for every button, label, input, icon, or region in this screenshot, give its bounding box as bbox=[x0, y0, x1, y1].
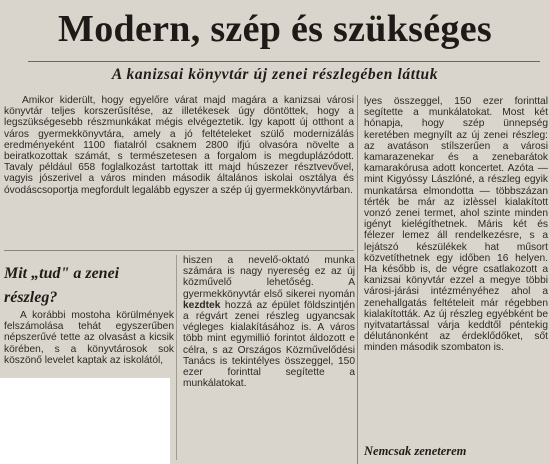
middle-column-text bbox=[183, 255, 355, 389]
headline: Modern, szép és szükséges bbox=[58, 8, 492, 50]
headline-rule bbox=[28, 61, 540, 62]
left-column-text: A korábbi mostoha körülmények felszámolása tehát egyszerűben népszerűvé tette az olvasást a kicsik körében, s a könyvtárosok sok köszönő levelet kaptak az iskolától, bbox=[4, 310, 174, 366]
section-rule bbox=[4, 250, 354, 251]
lead-paragraph bbox=[4, 95, 354, 245]
right-column bbox=[364, 96, 548, 464]
subheadline: A kanizsai könyvtár új zenei részlegében láttuk bbox=[111, 66, 439, 83]
left-column-body bbox=[4, 310, 174, 388]
gutter-rule bbox=[176, 255, 177, 460]
right-column-text: lyes összeggel, 150 ezer forinttal segítette a munkálatokat. Most két hónapja, hogy szép ünnepség keretében megnyílt az új zenei részleg: az avatáson stílszerűen a városi kamarazenekar és a zenebarátok kamarakórusa adott koncertet. Azóta — mint Kigyóssy Lászlóné, a részleg egyik munkatársa elmondotta — többszázan térték be már az izlèssel kialakított vonzó zenei termet, ahol szinte minden igényt kielégíthetnek. Máris két és félezer lemez áll rendelkezésre, s a lejátszó készülékek hat műsort közvetíthetnek egy időben 16 helyen. Ha később is, de végre csatlakozott a kanizsai könyvtár ezzel a megye többi városi-járási intézményéhez ahol a zenehallgatás feltételeit már régebben kialakították. Az új részleg egyébként be nyitvatartással várja keddtől péntekig délutánonként az érdeklődőket, sőt minden második szombaton is. bbox=[364, 96, 548, 354]
middle-bold-word: kezdtek bbox=[183, 299, 221, 311]
blank-area bbox=[0, 378, 170, 464]
right-subheading: Nemcsak zeneterem bbox=[364, 444, 467, 458]
question-heading: Mit „tud" a zenei részleg? bbox=[4, 265, 120, 306]
column-rule bbox=[357, 95, 358, 464]
middle-text-before: hiszen a nevelő-oktató munka számára is nagy nyereség ez az új közművelő lehetőség. A gyermekkönyvtár első sikerei nyomán bbox=[183, 255, 355, 300]
middle-text-after: hozzá az épület földszintjén a régvárt zenei részleg ugyancsak végleges kialakításához is. A város több mint egymillió forintot áldozott e célra, s az Országos Közművelődési Tanács is tekintélyes összeggel, 150 ezer forinttal segítette a munkálatokat. bbox=[183, 299, 355, 390]
middle-column bbox=[183, 255, 355, 455]
lead-paragraph-text: Amikor kiderült, hogy egyelőre várat majd magára a kanizsai városi könyvtár teljes korszerűsítése, az illetékesek úgy döntöttek, hogy a legszükségesebb részmunkákat mégis elvégeztetik. Így kapott új otthont a város gyermekkönyvtára, amely a jó feltételeket szülő modernizálás eredményeként 1100 fiatalról csaknem 2800 ifjú olvasóra növelte a beiratkozottak számát, s természetesen a forgalom is megduplázódott. Tavaly például 658 foglalkozást tartottak itt majd húszezer résztvevővel, vagyis jószerivel a város minden második általános iskolai osztálya és óvodáscsoportja megfordult legalább egyszer a szép új gyermekkönyvtárban. bbox=[4, 95, 354, 196]
